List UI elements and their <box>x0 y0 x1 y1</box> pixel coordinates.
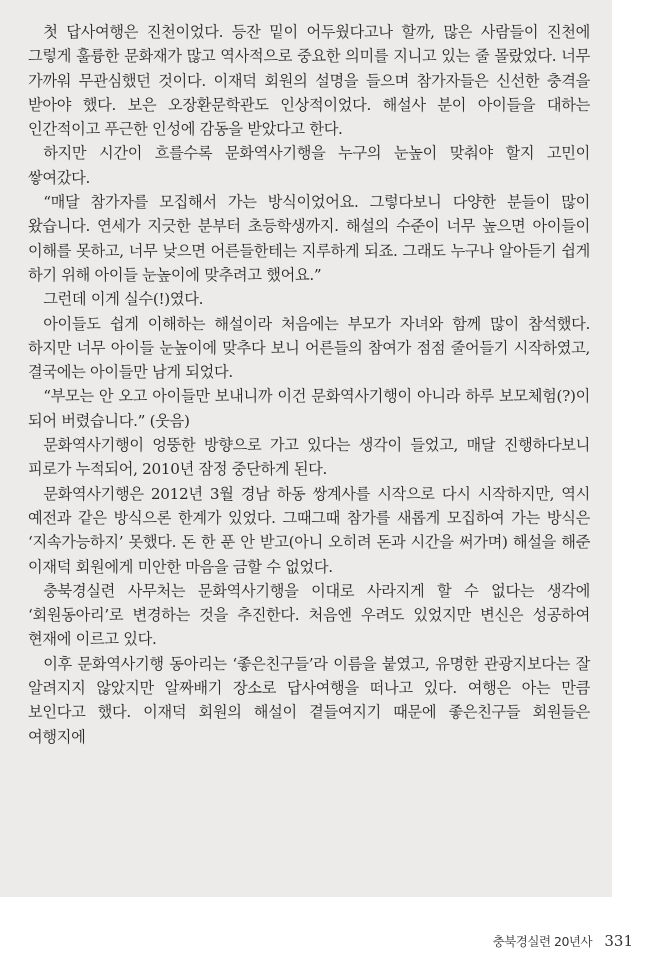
page-number: 331 <box>604 932 633 950</box>
running-footer-title: 충북경실련 20년사 <box>492 934 593 949</box>
paragraph: 문화역사기행이 엉뚱한 방향으로 가고 있다는 생각이 들었고, 매달 진행하다보니 피로가 누적되어, 2010년 잠정 중단하게 된다. <box>28 436 590 479</box>
paragraph: “부모는 안 오고 아이들만 보내니까 이건 문화역사기행이 아니라 하루 보모체험(?)이 되어 버렸습니다.” (웃음) <box>28 387 590 430</box>
paragraph: 첫 답사여행은 진천이었다. 등잔 밑이 어두웠다고나 할까, 많은 사람들이 진천에 그렇게 훌륭한 문화재가 많고 역사적으로 중요한 의미를 지니고 있는 줄 몰랐었다. 너무 가까워 무관심했던 것이다. 이재덕 회원의 설명을 들으며 참가자들은 신선한 충격을 받아야 했다. 보은 오장환문학관도 인상적이었다. 해설사 분이 아이들을 대하는 인간적이고 푸근한 인성에 감동을 받았다고 한다. <box>28 23 590 139</box>
paragraph: 그런데 이게 실수(!)였다. <box>43 290 204 309</box>
article-body <box>28 20 590 749</box>
paragraph: “매달 참가자를 모집해서 가는 방식이었어요. 그렇다보니 다양한 분들이 많이 왔습니다. 연세가 지긋한 분부터 초등학생까지. 해설의 수준이 너무 높으면 아이들이 이해를 못하고, 너무 낮으면 어른들한테는 지루하게 되죠. 그래도 누구나 알아듣기 쉽게 하기 위해 아이들 눈높이에 맞추려고 했어요.” <box>28 193 590 284</box>
paragraph: 아이들도 쉽게 이해하는 해설이라 처음에는 부모가 자녀와 함께 많이 참석했다. 하지만 너무 아이들 눈높이에 맞추다 보니 어른들의 참여가 점점 줄어들기 시작하였고, 결국에는 아이들만 남게 되었다. <box>28 314 590 382</box>
paragraph: 이후 문화역사기행 동아리는 ‘좋은친구들’라 이름을 붙였고, 유명한 관광지보다는 잘 알려지지 않았지만 알짜배기 장소로 답사여행을 떠나고 있다. 여행은 아는 만큼 보인다고 했다. 이재덕 회원의 해설이 곁들여지기 때문에 좋은친구들 회원들은 여행지에 <box>28 654 590 746</box>
paragraph: 문화역사기행은 2012년 3월 경남 하동 쌍계사를 시작으로 다시 시작하지만, 역시 예전과 같은 방식으론 한계가 있었다. 그때그때 참가를 새롭게 모집하여 가는 방식은 ‘지속가능하지’ 못했다. 돈 한 푼 안 받고(아니 오히려 돈과 시간을 써가며) 해설을 해준 이재덕 회원에게 미안한 마음을 금할 수 없었다. <box>28 484 590 576</box>
page-footer <box>493 932 633 950</box>
paragraph: 하지만 시간이 흐를수록 문화역사기행을 누구의 눈높이 맞춰야 할지 고민이 쌓여갔다. <box>28 144 590 187</box>
paragraph: 충북경실련 사무처는 문화역사기행을 이대로 사라지게 할 수 없다는 생각에 ‘회원동아리’로 변경하는 것을 추진한다. 처음엔 우려도 있었지만 변신은 성공하여 현재에 이르고 있다. <box>28 581 590 649</box>
